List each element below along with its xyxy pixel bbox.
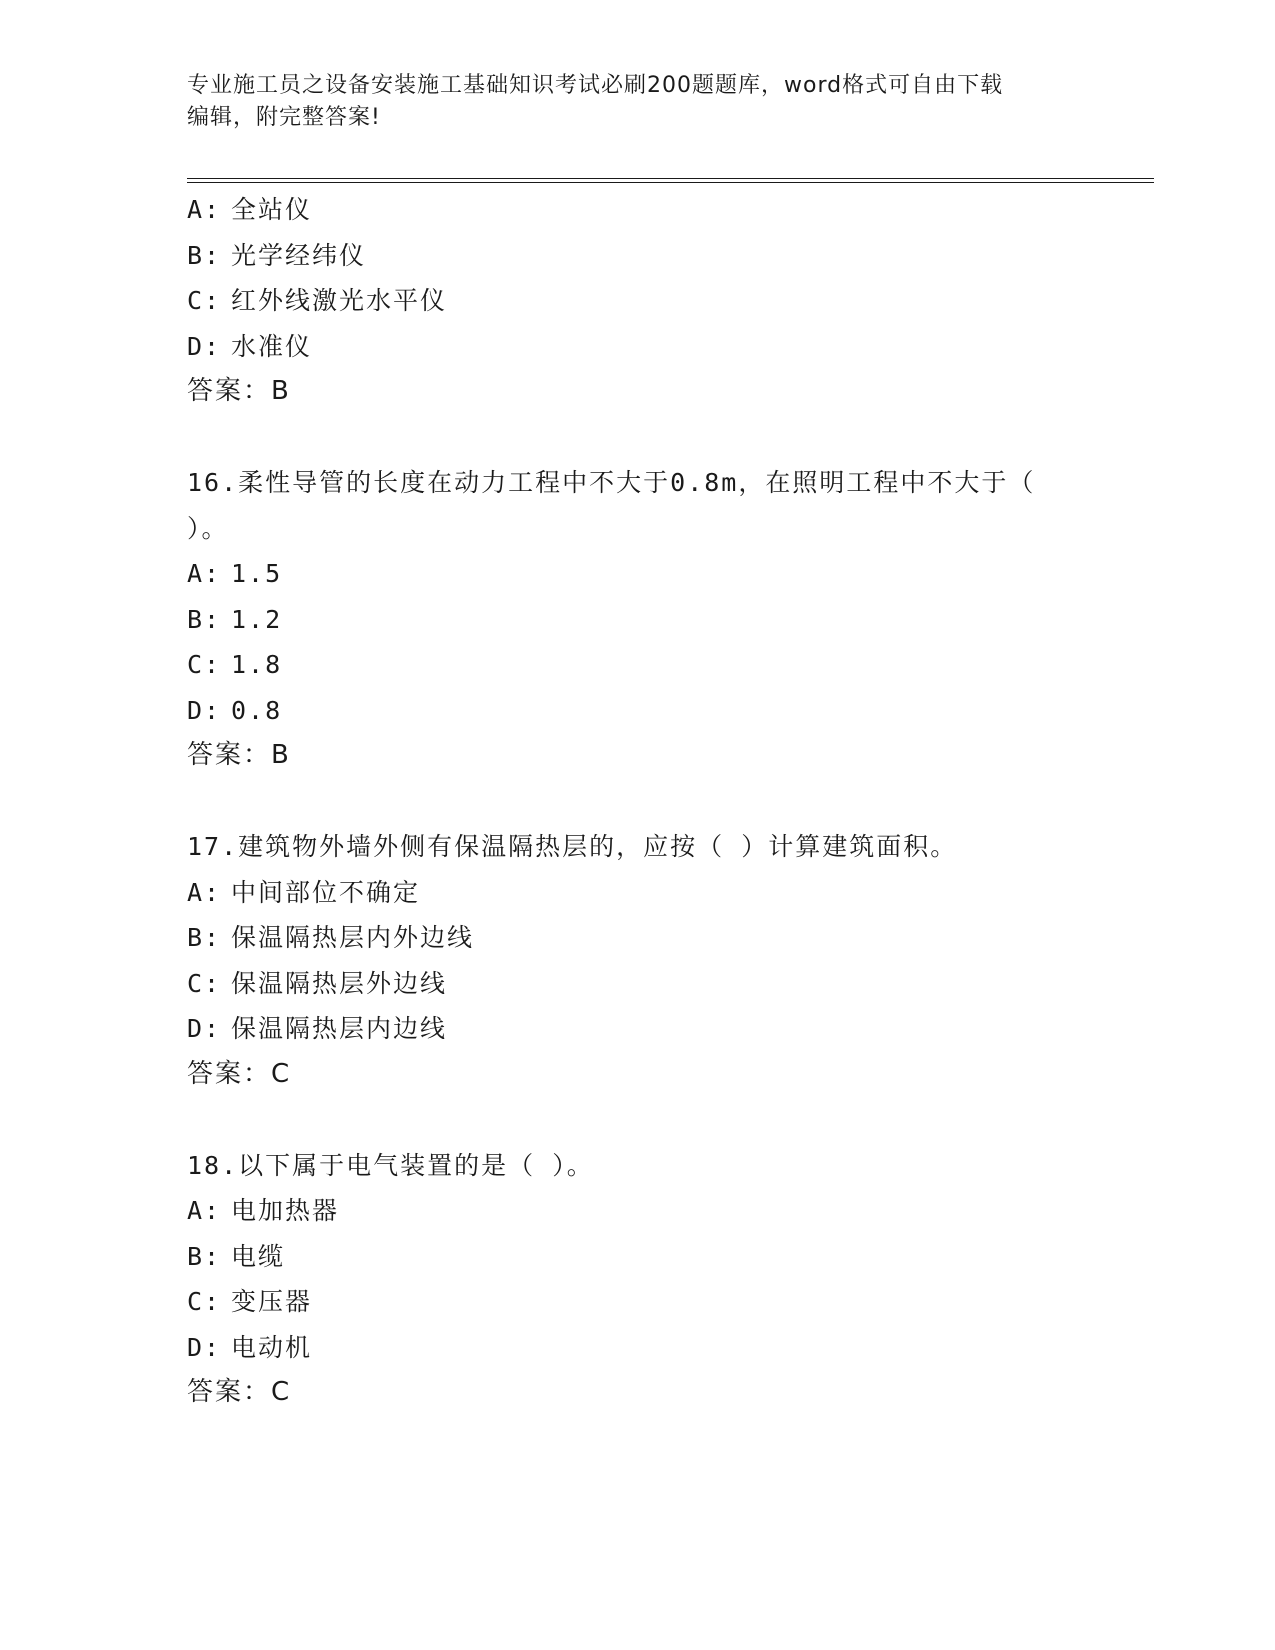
question-17 — [187, 824, 1107, 1097]
option-d: D: 保温隔热层内边线 — [187, 1014, 448, 1043]
option-d: D: 0.8 — [187, 695, 283, 725]
header-divider-bottom — [187, 182, 1154, 183]
question-stem: 16.柔性导管的长度在动力工程中不大于0.8m，在照明工程中不大于（ — [187, 468, 1036, 497]
header-title-line-1: 专业施工员之设备安装施工基础知识考试必刷200题题库，word格式可自由下载 — [187, 73, 1004, 98]
option-d: D: 水准仪 — [187, 331, 313, 361]
question-16 — [187, 460, 1107, 779]
option-d: D: 电动机 — [187, 1332, 313, 1362]
answer-label: 答案：C — [187, 1058, 292, 1089]
question-stem-continued: ）。 — [187, 513, 229, 543]
option-c: C: 变压器 — [187, 1287, 313, 1316]
option-c: C: 红外线激光水平仪 — [187, 286, 448, 315]
spacer — [187, 779, 1107, 825]
option-b: B: 电缆 — [187, 1241, 286, 1271]
option-b: B: 1.2 — [187, 604, 283, 634]
option-a: A: 中间部位不确定 — [187, 877, 421, 907]
option-a: A: 1.5 — [187, 559, 283, 588]
spacer — [187, 1097, 1107, 1143]
spacer — [187, 415, 1107, 461]
document-header — [187, 70, 1087, 134]
question-stem: 18.以下属于电气装置的是（ ）。 — [187, 1150, 594, 1180]
option-b: B: 光学经纬仪 — [187, 240, 367, 270]
question-list — [187, 187, 1107, 1416]
question-prev — [187, 187, 1107, 415]
question-stem: 17.建筑物外墙外侧有保温隔热层的，应按（ ）计算建筑面积。 — [187, 832, 958, 861]
option-c: C: 1.8 — [187, 650, 283, 679]
option-c: C: 保温隔热层外边线 — [187, 968, 448, 998]
option-a: A: 电加热器 — [187, 1196, 340, 1225]
answer-label: 答案：B — [187, 740, 291, 770]
question-18 — [187, 1143, 1107, 1416]
answer-label: 答案：C — [187, 1377, 292, 1407]
header-divider-top — [187, 178, 1154, 179]
header-title-line-2: 编辑，附完整答案! — [187, 105, 381, 130]
answer-label: 答案：B — [187, 376, 291, 406]
option-b: B: 保温隔热层内外边线 — [187, 923, 475, 952]
option-a: A: 全站仪 — [187, 195, 313, 224]
